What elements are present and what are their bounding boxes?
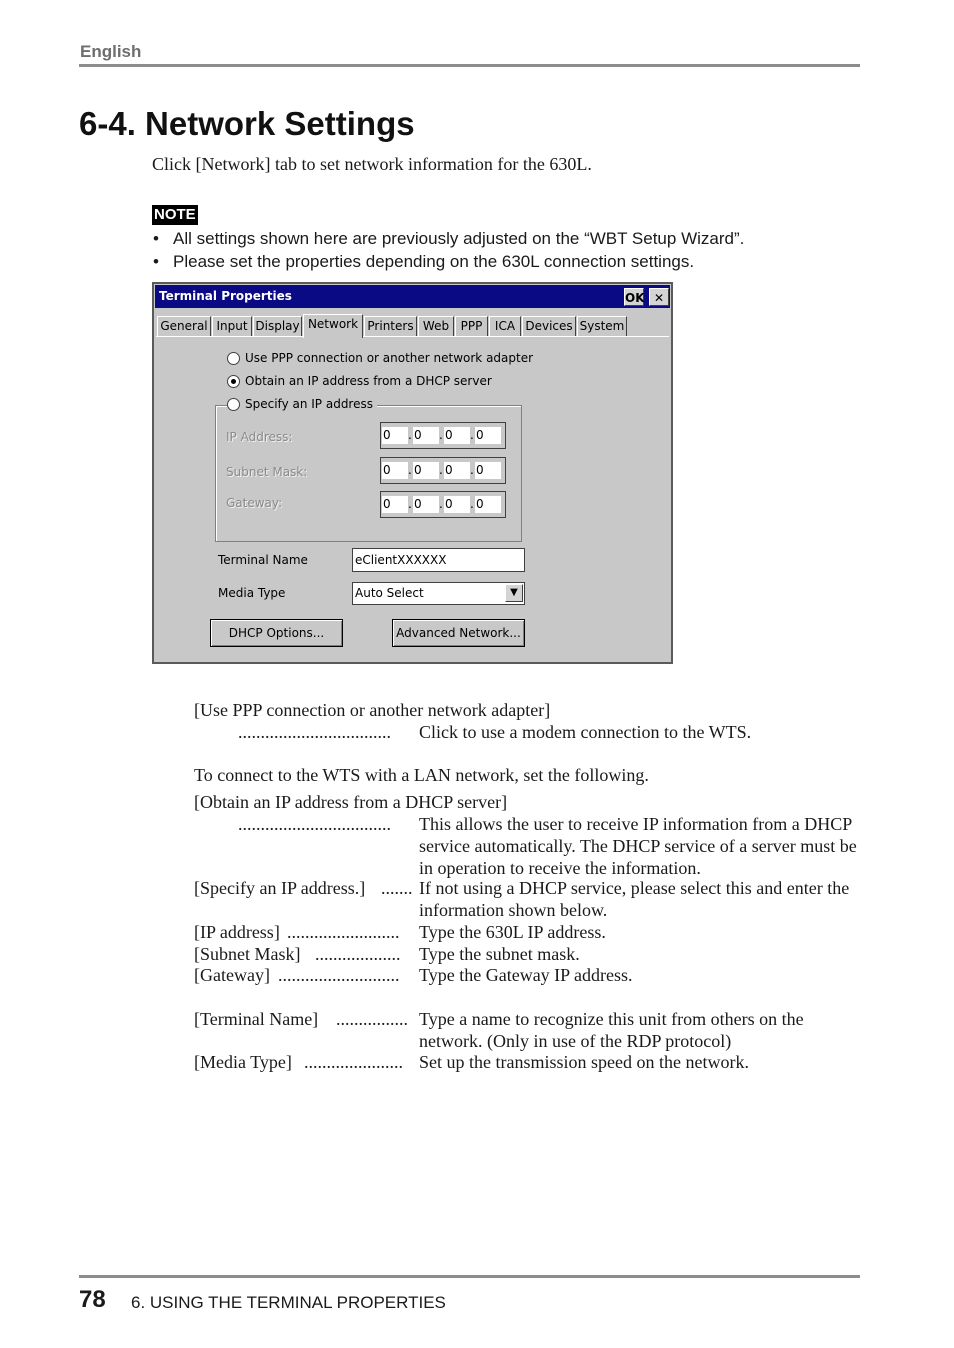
leader-dots: .................................. [238,722,391,742]
radio-label: Use PPP connection or another network adapter [245,351,534,365]
dhcp-options-button[interactable]: DHCP Options... [210,619,343,647]
ip-octet[interactable]: 0 [413,462,439,479]
leader-dots: ................ [336,1009,408,1029]
term-ip: [IP address] [194,922,280,942]
term-ppp: [Use PPP connection or another network adapter] [194,700,551,720]
term-dhcp: [Obtain an IP address from a DHCP server] [194,792,508,812]
leader-dots: .................................. [238,814,391,834]
term-specify: [Specify an IP address.] [194,878,366,898]
term-terminal-name: [Terminal Name] [194,1009,319,1029]
subnet-mask-field[interactable] [380,457,506,484]
specify-ip-groupbox [215,397,522,542]
advanced-network-button[interactable]: Advanced Network... [392,619,525,647]
radio-label: Obtain an IP address from a DHCP server [245,374,492,388]
ip-octet[interactable]: 0 [413,427,439,444]
tab-printers[interactable]: Printers [364,316,417,336]
subnet-mask-label: Subnet Mask: [226,465,308,479]
header-rule [79,64,860,67]
def-ip: Type the 630L IP address. [419,922,606,942]
ip-dot: . [408,463,412,477]
ip-address-label: IP Address: [226,430,293,444]
ip-octet[interactable]: 0 [475,496,501,513]
ip-octet[interactable]: 0 [444,496,470,513]
media-type-value: Auto Select [355,586,424,600]
radio-use-ppp[interactable] [227,351,533,365]
close-icon[interactable]: ✕ [649,288,669,306]
radio-obtain-dhcp[interactable] [227,374,492,388]
page-number: 78 [79,1286,106,1313]
tab-network[interactable]: Network [303,314,363,338]
network-tab-pane [156,336,669,660]
def-dhcp: This allows the user to receive IP information from a DHCP service automatically. The DHCP service of a server must be in operation to receive the information. [419,814,857,878]
footer-chapter: 6. USING THE TERMINAL PROPERTIES [131,1293,446,1312]
terminal-name-input[interactable]: eClientXXXXXX [352,548,525,572]
def-terminal-name: Type a name to recognize this unit from others on the network. (Only in use of the RDP protocol) [419,1009,804,1051]
radio-label: Specify an IP address [245,397,373,411]
ip-dot: . [408,497,412,511]
def-ppp: Click to use a modem connection to the WTS. [419,722,752,742]
ip-octet[interactable]: 0 [382,427,408,444]
lan-intro: To connect to the WTS with a LAN network, set the following. [194,765,649,785]
ip-dot: . [439,428,443,442]
note-list [152,227,744,273]
ip-dot: . [408,428,412,442]
gateway-label: Gateway: [226,496,283,510]
dialog-titlebar [155,285,670,308]
note-item: • Please set the properties depending on the 630L connection settings. [152,250,744,273]
def-specify: If not using a DHCP service, please select this and enter the information shown below. [419,878,850,920]
ip-octet[interactable]: 0 [475,427,501,444]
dialog-title: Terminal Properties [159,289,292,303]
ip-dot: . [470,497,474,511]
ip-octet[interactable]: 0 [444,427,470,444]
radio-button-icon [227,398,240,411]
footer-rule [79,1275,860,1278]
tab-general[interactable]: General [157,316,211,336]
def-media-type: Set up the transmission speed on the network. [419,1052,749,1072]
intro-text: Click [Network] tab to set network information for the 630L. [152,154,592,174]
gateway-field[interactable] [380,491,506,518]
term-media-type: [Media Type] [194,1052,292,1072]
radio-selected-icon [227,375,240,388]
terminal-name-label: Terminal Name [218,553,308,567]
ip-dot: . [470,463,474,477]
tab-devices[interactable]: Devices [522,316,576,336]
ip-address-field[interactable] [380,422,506,449]
def-gateway: Type the Gateway IP address. [419,965,633,985]
ok-button[interactable]: OK [624,288,644,306]
ip-dot: . [470,428,474,442]
note-item: • All settings shown here are previously adjusted on the “WBT Setup Wizard”. [152,227,744,250]
leader-dots: ...................... [304,1052,403,1072]
tab-display[interactable]: Display [253,316,302,336]
def-subnet: Type the subnet mask. [419,944,580,964]
tab-ica[interactable]: ICA [489,316,521,336]
section-heading: 6-4. Network Settings [79,105,415,142]
radio-specify-ip[interactable] [227,397,377,411]
tab-web[interactable]: Web [418,316,454,336]
tab-input[interactable]: Input [212,316,252,336]
term-gateway: [Gateway] [194,965,270,985]
ip-octet[interactable]: 0 [475,462,501,479]
terminal-properties-dialog [152,282,673,664]
leader-dots: ....... [381,878,413,898]
header-language: English [80,42,142,61]
ip-octet[interactable]: 0 [444,462,470,479]
ip-octet[interactable]: 0 [413,496,439,513]
ip-octet[interactable]: 0 [382,496,408,513]
media-type-label: Media Type [218,586,286,600]
ip-dot: . [439,463,443,477]
media-type-select[interactable] [352,582,525,605]
tab-system[interactable]: System [577,316,627,336]
leader-dots: ................... [315,944,401,964]
leader-dots: ......................... [287,922,400,942]
ip-octet[interactable]: 0 [382,462,408,479]
term-subnet: [Subnet Mask] [194,944,301,964]
tab-ppp[interactable]: PPP [455,316,488,336]
chevron-down-icon[interactable]: ▼ [505,584,523,602]
leader-dots: ........................... [278,965,400,985]
radio-button-icon [227,352,240,365]
note-label: NOTE [154,206,196,223]
ip-dot: . [439,497,443,511]
